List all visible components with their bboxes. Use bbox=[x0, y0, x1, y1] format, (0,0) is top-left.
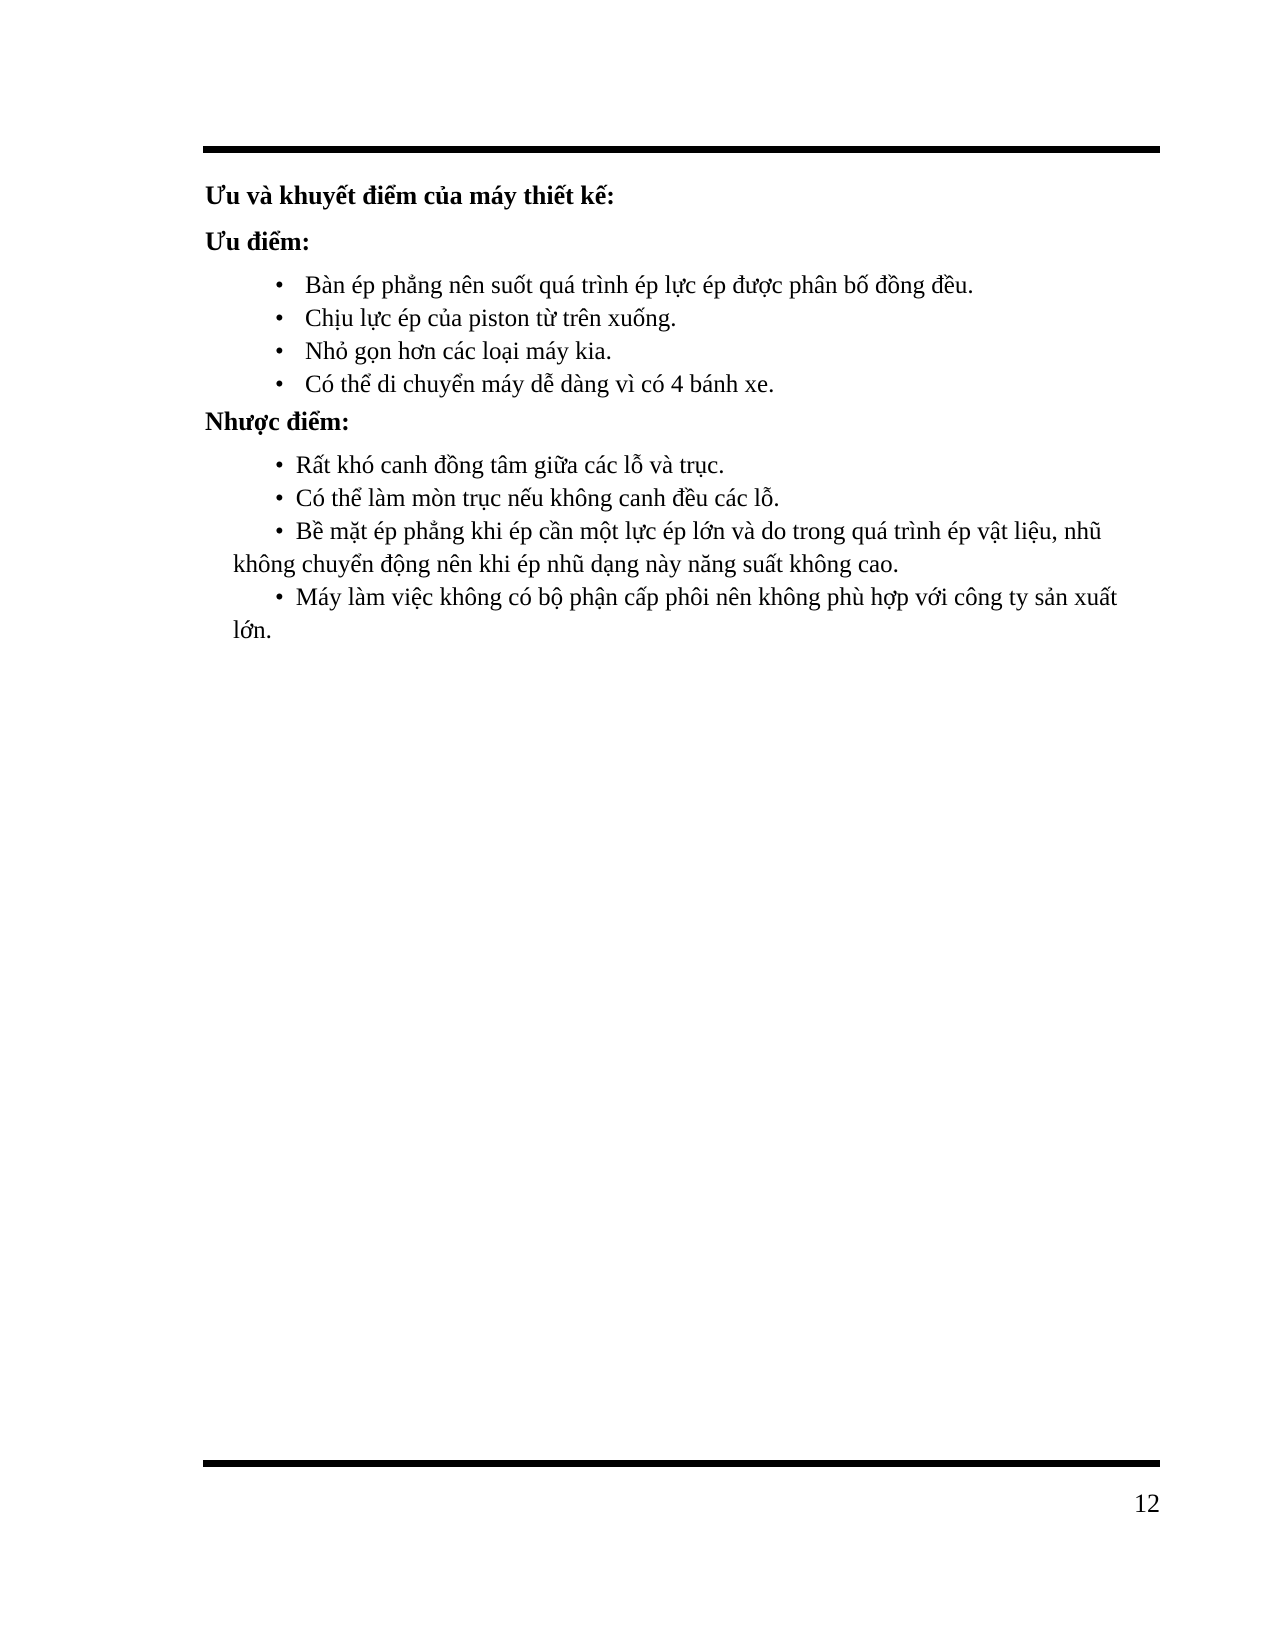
bullet-icon: • bbox=[275, 305, 284, 332]
list-item-text: Nhỏ gọn hơn các loại máy kia. bbox=[305, 338, 612, 365]
bullet-icon: • bbox=[275, 338, 284, 365]
disadvantages-list bbox=[205, 449, 1162, 647]
disadvantages-heading: Nhược điểm: bbox=[205, 407, 350, 436]
list-item bbox=[275, 368, 1162, 401]
advantages-heading: Ưu điểm: bbox=[205, 227, 311, 256]
list-item bbox=[233, 449, 1162, 482]
list-item-text: Chịu lực ép của piston từ trên xuống. bbox=[305, 305, 677, 332]
bullet-icon: • bbox=[275, 485, 284, 512]
list-item bbox=[233, 482, 1162, 515]
bullet-icon: • bbox=[275, 371, 284, 398]
list-item bbox=[233, 515, 1162, 581]
list-item-text: Rất khó canh đồng tâm giữa các lỗ và trục. bbox=[295, 452, 725, 479]
document-content bbox=[205, 153, 1162, 647]
list-item bbox=[275, 269, 1162, 302]
list-item-text: Bàn ép phẳng nên suốt quá trình ép lực ép được phân bố đồng đều. bbox=[305, 272, 974, 299]
list-item bbox=[275, 302, 1162, 335]
bullet-icon: • bbox=[275, 584, 284, 611]
list-item-text: Máy làm việc không có bộ phận cấp phôi nên không phù hợp với công ty sản xuất lớn. bbox=[233, 584, 1118, 644]
advantages-list bbox=[205, 269, 1162, 401]
bullet-icon: • bbox=[275, 518, 284, 545]
list-item-text: Bề mặt ép phẳng khi ép cần một lực ép lớn và do trong quá trình ép vật liệu, nhũ không chuyển động nên khi ép nhũ dạng này năng suất không cao. bbox=[233, 518, 1102, 578]
list-item bbox=[233, 581, 1162, 647]
page-number: 12 bbox=[1134, 1489, 1160, 1518]
top-horizontal-rule bbox=[203, 146, 1160, 153]
page-title: Ưu và khuyết điểm của máy thiết kế: bbox=[205, 181, 615, 210]
bottom-horizontal-rule bbox=[203, 1460, 1160, 1467]
bullet-icon: • bbox=[275, 452, 284, 479]
list-item bbox=[275, 335, 1162, 368]
bullet-icon: • bbox=[275, 272, 284, 299]
list-item-text: Có thể di chuyển máy dễ dàng vì có 4 bánh xe. bbox=[305, 371, 775, 398]
list-item-text: Có thể làm mòn trục nếu không canh đều các lỗ. bbox=[295, 485, 780, 512]
